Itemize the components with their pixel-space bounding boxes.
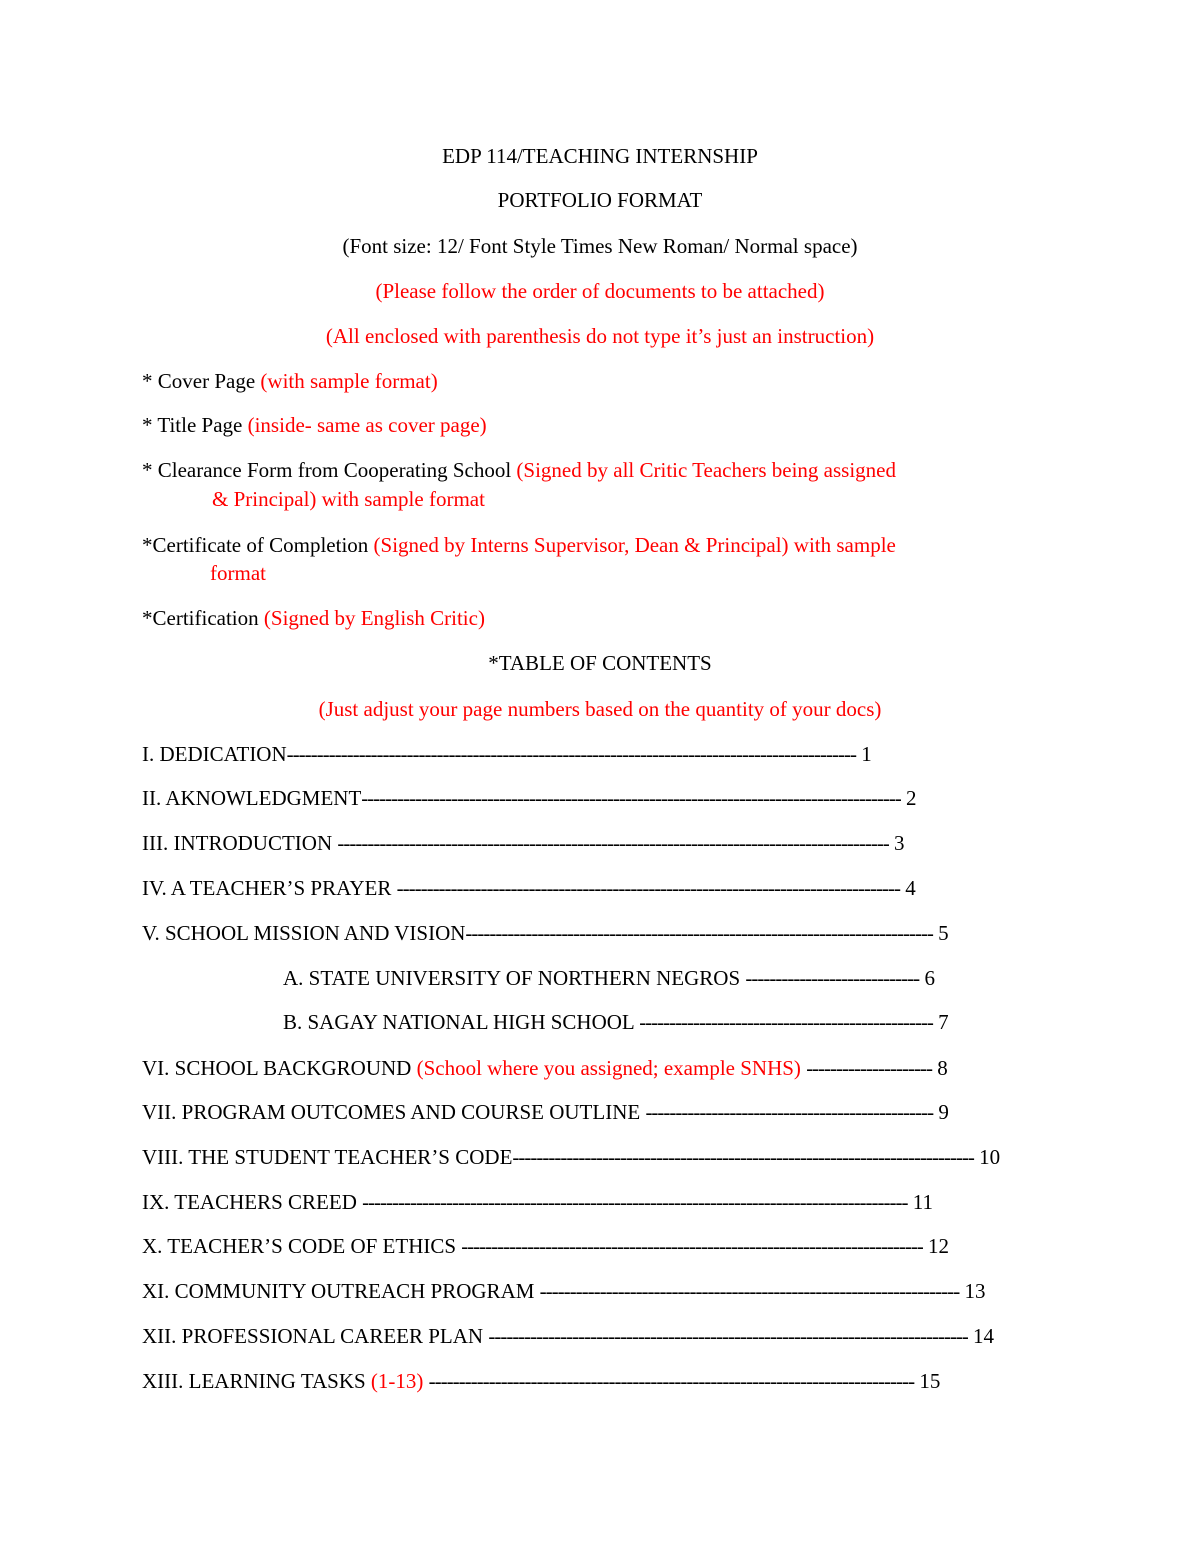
toc-entry-leader: --------------------------------------------------------------------------------- [428, 1369, 915, 1393]
document-subtitle: PORTFOLIO FORMAT [497, 188, 703, 212]
toc-entry-leader: ----------------------------- [745, 966, 920, 990]
toc-entry [142, 874, 916, 902]
toc-entry-leader: ------------------------------------------------------------------------------------------- [362, 1190, 908, 1214]
toc-note: (Just adjust your page numbers based on the quantity of your docs) [318, 697, 882, 721]
toc-entry-label: XII. PROFESSIONAL CAREER PLAN [142, 1324, 489, 1348]
toc-entry [142, 784, 916, 812]
toc-entry-leader: -------------------------------------------------------------------------------------------- [337, 831, 889, 855]
toc-entry-page-number: 11 [912, 1190, 933, 1214]
toc-entry [142, 1188, 933, 1216]
item-clearance-label: * Clearance Form from Cooperating School [142, 458, 517, 482]
toc-entry-leader: -------------------------------------------------------------------------------- [488, 1324, 968, 1348]
toc-entry-note: (School where you assigned; example SNHS) [416, 1056, 801, 1080]
toc-entry [142, 919, 949, 947]
item-cover-label: * Cover Page [142, 369, 261, 393]
toc-entry [142, 1277, 985, 1305]
item-cover-page [142, 367, 438, 395]
toc-entry-leader: ------------------------------------------------------------------------------------ [396, 876, 901, 900]
toc-entry-label: XIII. LEARNING TASKS [142, 1369, 371, 1393]
toc-entry-page-number: 12 [928, 1234, 950, 1258]
toc-entry [142, 1143, 1000, 1171]
item-certification [142, 604, 485, 632]
item-certificate-note-cont: format [210, 561, 266, 585]
toc-entry-page-number: 6 [924, 966, 935, 990]
instruction-note: (All enclosed with parenthesis do not type it’s just an instruction) [325, 324, 875, 348]
toc-entry [142, 1232, 949, 1260]
item-cover-note: (with sample format) [260, 369, 438, 393]
toc-entry-label: X. TEACHER’S CODE OF ETHICS [142, 1234, 462, 1258]
toc-entry-label: I. DEDICATION [142, 742, 287, 766]
order-note: (Please follow the order of documents to be attached) [375, 279, 825, 303]
item-clearance-form [142, 456, 896, 484]
format-note: (Font size: 12/ Font Style Times New Roman/ Normal space) [342, 234, 858, 258]
toc-entry [142, 740, 872, 768]
toc-heading: *TABLE OF CONTENTS [488, 651, 712, 675]
toc-entry-leader: ------------------------------------------------------------------------------ [465, 921, 933, 945]
toc-entry [142, 1054, 948, 1082]
toc-entry-label: VIII. THE STUDENT TEACHER’S CODE [142, 1145, 513, 1169]
toc-entry-leader: ------------------------------------------------ [645, 1100, 934, 1124]
toc-entry-leader: ----------------------------------------------------------------------------- [512, 1145, 974, 1169]
toc-entry-label: IX. TEACHERS CREED [142, 1190, 363, 1214]
toc-entry-page-number: 3 [894, 831, 905, 855]
toc-entry-label: B. SAGAY NATIONAL HIGH SCHOOL [283, 1010, 640, 1034]
toc-entry-label: III. INTRODUCTION [142, 831, 338, 855]
item-clearance-note: (Signed by all Critic Teachers being assigned [516, 458, 896, 482]
toc-entry-leader: ------------------------------------------------- [639, 1010, 933, 1034]
toc-entry-note: (1-13) [370, 1369, 424, 1393]
toc-entry-page-number: 15 [919, 1369, 941, 1393]
toc-entry-page-number: 7 [938, 1010, 949, 1034]
toc-entry [283, 964, 935, 992]
item-certificate-completion [142, 531, 896, 559]
toc-entry-label: VI. SCHOOL BACKGROUND [142, 1056, 417, 1080]
toc-entry-page-number: 1 [861, 742, 872, 766]
toc-entry-label: IV. A TEACHER’S PRAYER [142, 876, 397, 900]
toc-entry-page-number: 8 [937, 1056, 948, 1080]
item-clearance-note-cont: & Principal) with sample format [212, 487, 485, 511]
toc-entry-page-number: 4 [905, 876, 916, 900]
toc-entry-label: A. STATE UNIVERSITY OF NORTHERN NEGROS [283, 966, 746, 990]
toc-entry [142, 1367, 940, 1395]
toc-entry [142, 1098, 949, 1126]
toc-entry-leader: --------------------- [806, 1056, 933, 1080]
toc-entry-page-number: 13 [964, 1279, 986, 1303]
toc-entry-page-number: 5 [938, 921, 949, 945]
toc-entry-page-number: 14 [973, 1324, 995, 1348]
toc-entry [142, 1322, 994, 1350]
toc-entry [283, 1008, 949, 1036]
toc-entry-label: XI. COMMUNITY OUTREACH PROGRAM [142, 1279, 540, 1303]
item-title-note: (inside- same as cover page) [247, 413, 487, 437]
toc-entry-label: II. AKNOWLEDGMENT [142, 786, 362, 810]
item-certificate-note: (Signed by Interns Supervisor, Dean & Principal) with sample [373, 533, 896, 557]
toc-entry-leader: ------------------------------------------------------------------------------------------ [361, 786, 901, 810]
item-title-page [142, 411, 487, 439]
item-certification-note: (Signed by English Critic) [263, 606, 485, 630]
toc-entry-page-number: 10 [979, 1145, 1001, 1169]
item-certificate-label: *Certificate of Completion [142, 533, 374, 557]
toc-entry-page-number: 9 [938, 1100, 949, 1124]
toc-entry-page-number: 2 [905, 786, 917, 810]
toc-entry-leader: ----------------------------------------------------------------------------------------------- [286, 742, 857, 766]
toc-entry-leader: ---------------------------------------------------------------------- [539, 1279, 960, 1303]
toc-entry-leader: ----------------------------------------------------------------------------- [461, 1234, 923, 1258]
item-title-label: * Title Page [142, 413, 248, 437]
toc-entry-label: VII. PROGRAM OUTCOMES AND COURSE OUTLINE [142, 1100, 646, 1124]
item-certification-label: *Certification [142, 606, 264, 630]
toc-entry [142, 829, 905, 857]
toc-entry-label: V. SCHOOL MISSION AND VISION [142, 921, 466, 945]
document-title: EDP 114/TEACHING INTERNSHIP [442, 144, 758, 168]
